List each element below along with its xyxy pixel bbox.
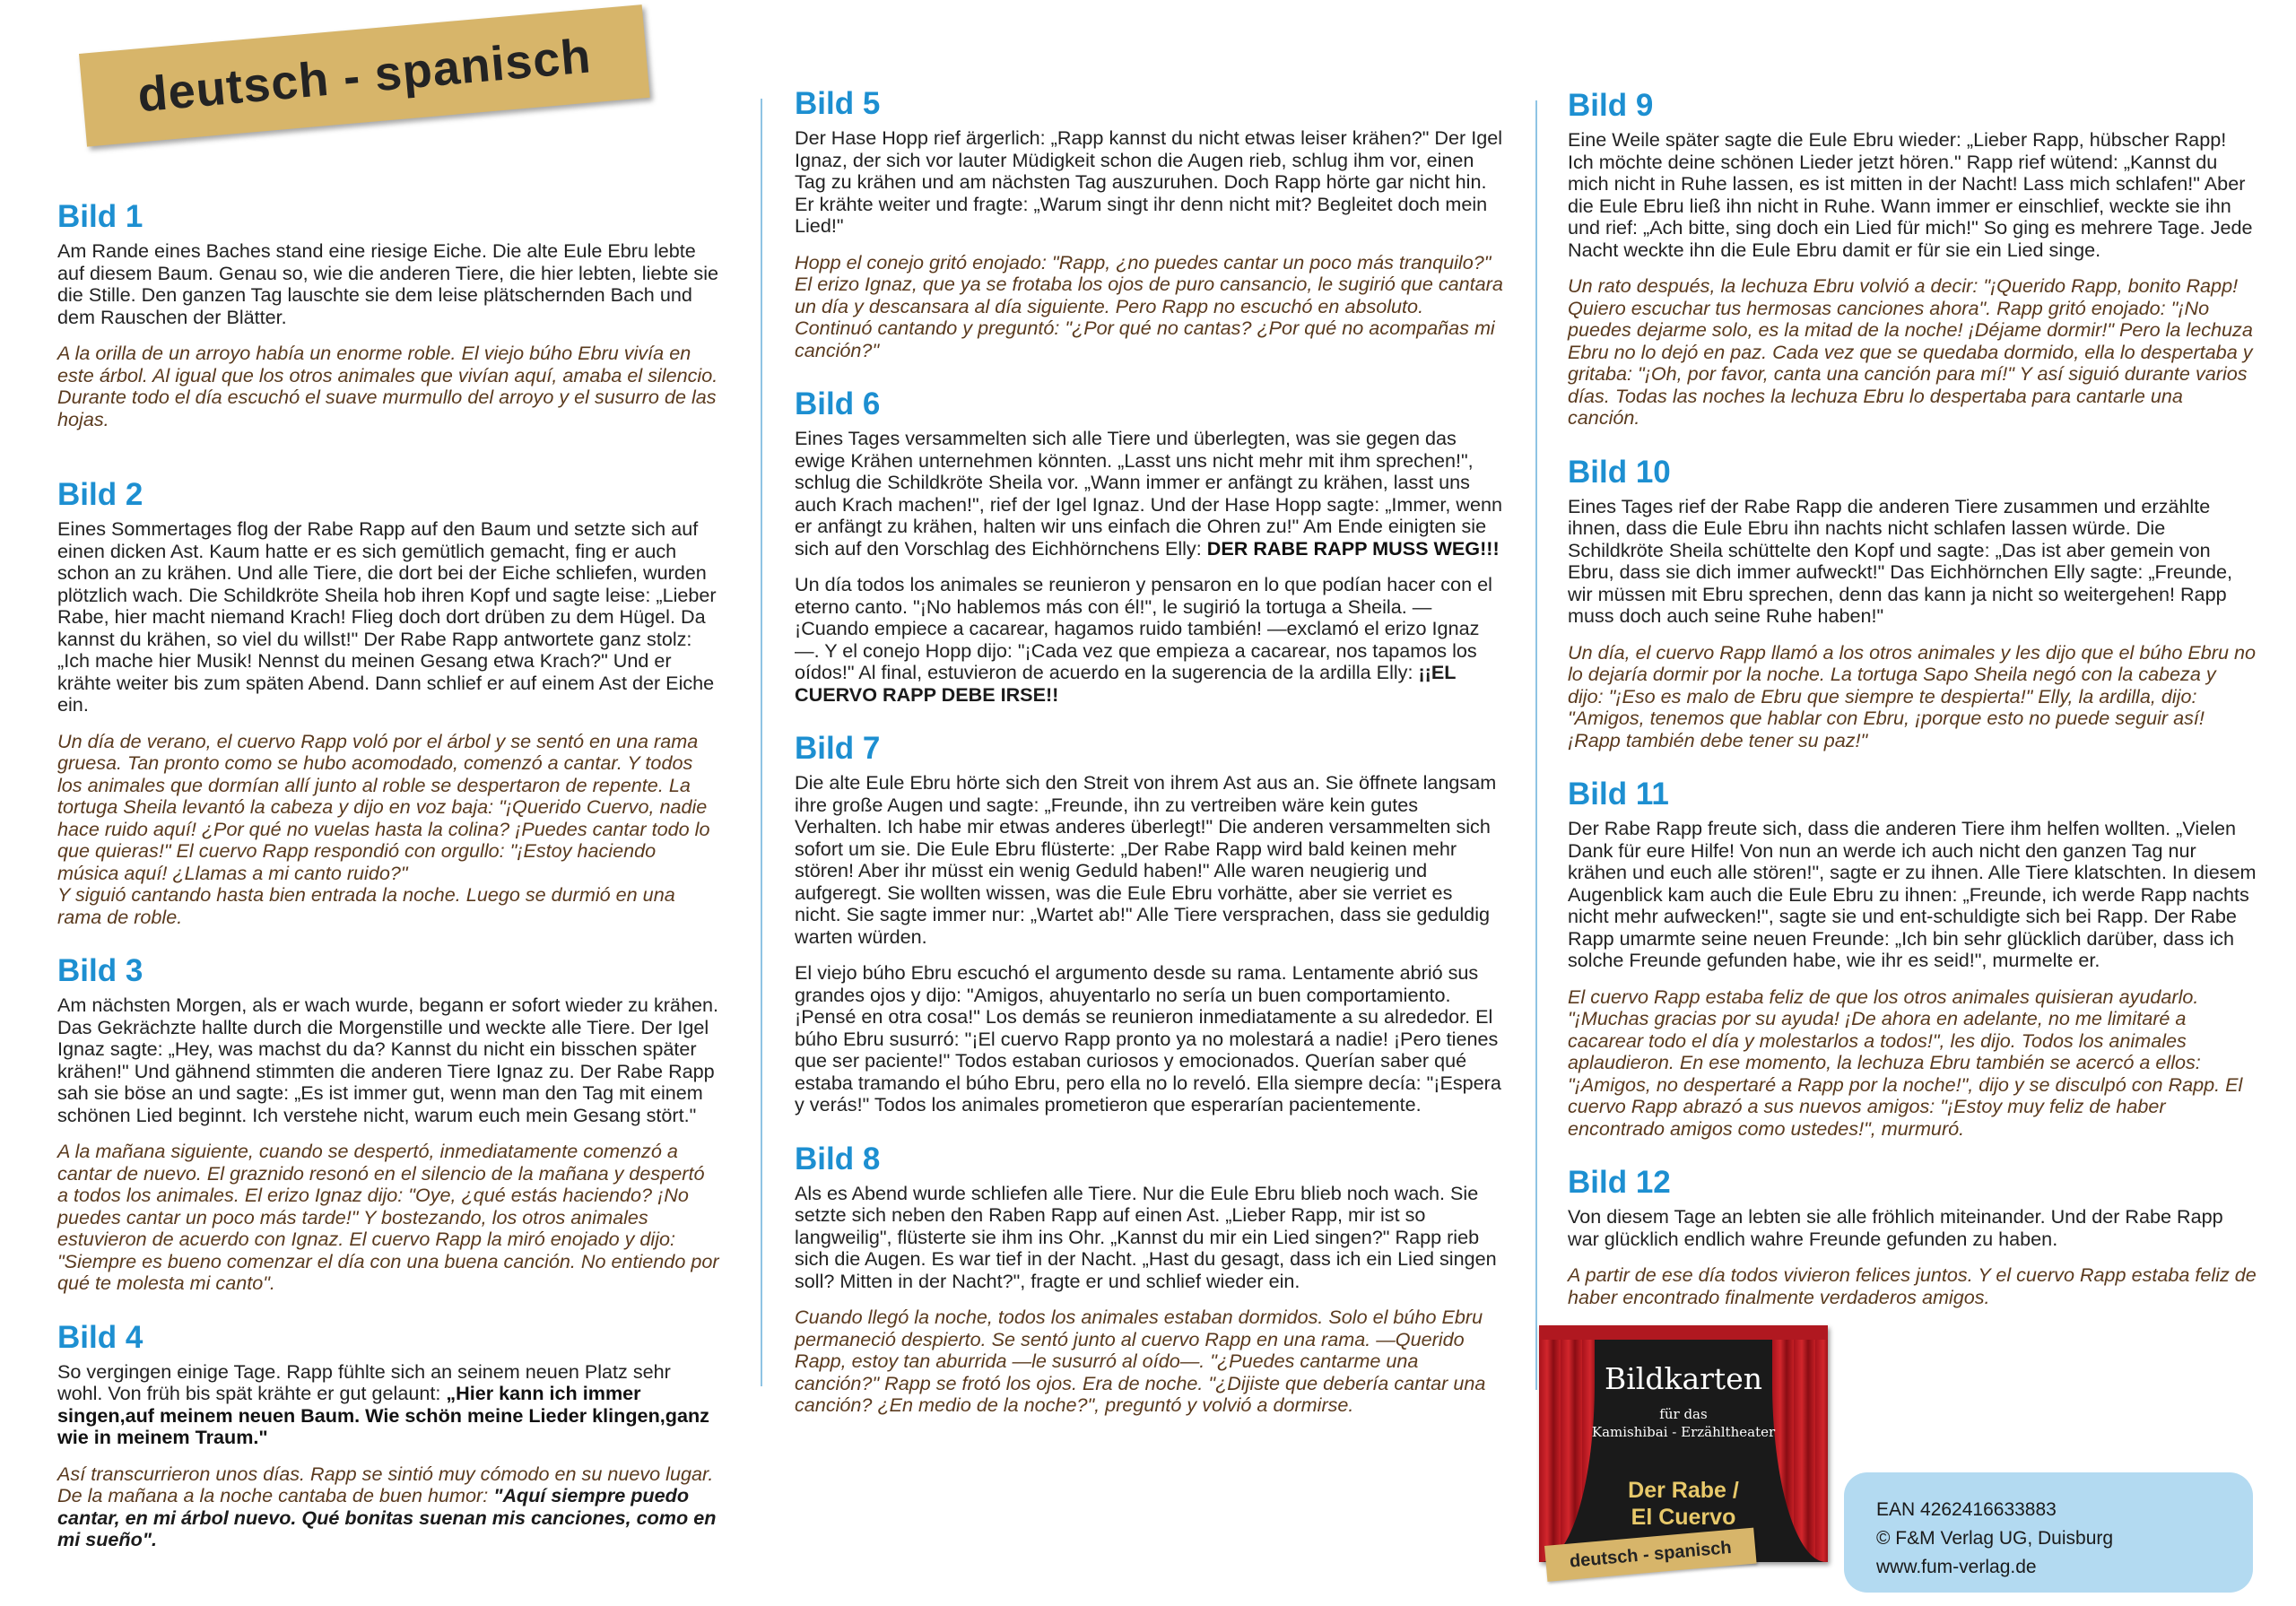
spanish-text-plain: Un día todos los animales se reunieron y pensaron en lo que podían hacer con el eterno canto. "¡No hablemos más con él!", le sugirió la tortuga a Sheila. —¡Cuando empiece a cacarear, hagamos ruido también! —exclamó el erizo Ignaz—. Y el conejo Hopp dijo: "¡Cada vez que empieza a cacarear, nos tapamos los oídos!" Al final, estuvieron de acuerdo en la sugerencia de la ardilla Elly: [795, 573, 1492, 683]
section-bild-9 [1568, 88, 2257, 430]
section-bild-8 [795, 1142, 1503, 1417]
spanish-text: El cuervo Rapp estaba feliz de que los otros animales quisieran ayudarlo. "¡Muchas gracias por su ayuda! ¡De ahora en adelante, no me limitaré a cacarear todo el día y molestarlos a todos!", les dijo. Todos los animales aplaudieron. En ese momento, la lechuza Ebru también se acercó a ellos: "¡Amigos, no despertaré a Rapp por la noche!", dijo y se disculpó con Rapp. El cuervo Rapp abrazó a sus nuevos amigos: "¡Estoy muy feliz de haber encontrado amigos como ustedes!", murmuró. [1568, 985, 2243, 1140]
spanish-text: Un rato después, la lechuza Ebru volvió a decir: "¡Querido Rapp, bonito Rapp! Quiero escuchar tus hermosas canciones ahora". Rapp gritó enojado: "¡No puedes dejarme solo, es la mitad de la noche! ¡Déjame dormir!" Pero la lechuza Ebru no lo dejó en paz. Cada vez que se quedaba dormido, ella lo despertaba y gritaba: "¡Oh, por favor, canta una canción para mí!" Y así siguió durante varios días. Todas las noches la lechuza Ebru lo despertaba para cantarle una canción. [1568, 274, 2253, 429]
german-text-plain: Eines Tages versammelten sich alle Tiere und überlegten, was sie gegen das ewige Krähen unternehmen könnten. „Lasst uns nicht mehr mit ihm sprechen!", schlug die Schildkröte Sheila vor. „Wann immer er anfängt zu krähen, lasst uns auch Krach machen!", rief der Igel Ignaz. Und der Hase Hopp sagte: „Immer, wenn er anfängt zu krähen, halten wir uns einfach die Ohren zu!" Am Ende einigten sie sich auf den Vorschlag des Eichhörnchens Elly: [795, 427, 1503, 560]
publisher-website: www.fum-verlag.de [1876, 1557, 2037, 1577]
spanish-text: Un día, el cuervo Rapp llamó a los otros animales y les dijo que el búho Ebru no lo dejaría dormir por la noche. La tortuga Sapo Sheila negó con la cabeza y dijo: "¡Eso es malo de Ebru que siempre te despierta!" Elly, la ardilla, dijo: "Amigos, tenemos que hablar con Ebru, ¡porque esto no puede seguir así! ¡Rapp también debe tener su paz!" [1568, 640, 2257, 751]
spanish-text: Un día de verano, el cuervo Rapp voló por el árbol y se sentó en una rama gruesa. Tan pronto como se hubo acomodado, comenzó a cantar. Y todos los animales que dormían allí junto al roble se despertaron de repente. La tortuga Sheila levantó la cabeza y dijo en voz baja: "¡Querido Cuervo, nadie hace ruido aquí! ¿Por qué no vuelas hasta la colina? ¡Puedes cantar todo lo que quieras!" El cuervo Rapp respondió con orgullo: "¡Estoy haciendo música aquí! ¿Llamas a mi canto ruido?" [57, 729, 710, 884]
column-3 [1568, 88, 2257, 1308]
cover-title: Bildkarten [1605, 1361, 1762, 1396]
german-text: Die alte Eule Ebru hörte sich den Streit von ihrem Ast aus an. Sie öffnete langsam ihre große Augen und sagte: „Freunde, ihn zu vertreiben wäre kein gutes Verhalten. Ich habe mir etwas anderes überlegt!" Die anderen versammelten sich sofort um sie. Die Eule Ebru flüsterte: „Der Rabe Rapp wird bald keinen mehr stören! Aber ihr müsst ein wenig Geduld haben!" Alle waren neugierig und aufgeregt. Sie wollten wissen, was die Eule Ebru vorhätte, aber sie verriet es nicht. Sie sagte immer nur: „Wartet ab!" Alle Tiere versprachen, dass sie geduldig warten würden. [795, 771, 1497, 948]
cover-language-ribbon-text: deutsch - spanisch [1569, 1537, 1733, 1572]
section-bild-1 [57, 199, 719, 430]
spanish-text-continued: Y siguió cantando hasta bien entrada la noche. Luego se durmió en una rama de roble. [57, 883, 675, 928]
section-heading: Bild 11 [1568, 777, 1669, 812]
german-text: Eines Sommertages flog der Rabe Rapp auf den Baum und setzte sich auf einen dicken Ast. Kaum hatte er es sich gemütlich gemacht, fing er auch schon an zu krähen. Und alle Tiere, die dort bei der Eiche schliefen, wurden plötzlich wach. Die Schildkröte Sheila hob ihren Kopf und sagte leise: „Lieber Rabe, hier macht niemand Krach! Flieg doch dort drüben zu dem Hügel. Da kannst du krähen, so viel du willst!" Der Rabe Rapp antwortete ganz stolz: „Ich mache hier Musik! Nennst du meinen Gesang etwa Krach?" Und er krähte weiter bis zum späten Abend. Dann schlief er auf einem Ast der Eiche ein. [57, 517, 717, 716]
german-text: Von diesem Tage an lebten sie alle fröhlich miteinander. Und der Rabe Rapp war glücklich endlich wahre Freunde gefunden zu haben. [1568, 1205, 2223, 1250]
german-text: Der Rabe Rapp freute sich, dass die anderen Tiere ihm helfen wollten. „Vielen Dank für eure Hilfe! Von nun an werde ich auch nicht den ganzen Tag nur krähen und euch alle stören!", sagte er zu ihnen. Alle Tiere klatschten. In diesem Augenblick kam auch die Eule Ebru zu ihnen: „Freunde, ich werde Rapp nachts nicht mehr aufwecken!", sagte sie und ent-schuldigte sich bei Rapp. Der Rabe Rapp umarmte seine neuen Freunde: „Ich bin sehr glücklich darüber, dass ich solche Freunde gefunden habe, wie ihr es seid!", murmelte er. [1568, 817, 2257, 971]
spanish-text [57, 1463, 719, 1551]
spanish-text: Hopp el conejo gritó enojado: "Rapp, ¿no puedes cantar un poco más tranquilo?" El erizo Ignaz, que ya se frotaba los ojos de puro cansancio, le sugirió que cantara un día y descansara al día siguiente. Pero Rapp no escuchó en absoluto. Continuó cantando y preguntó: "¿Por qué no cantas? ¿Por qué no acompañas mi canción?" [795, 250, 1503, 361]
german-text: Am Rande eines Baches stand eine riesige Eiche. Die alte Eule Ebru lebte auf diesem Baum. Genau so, wie die anderen Tiere, die hier lebten, liebte sie die Stille. Den ganzen Tag lauschte sie dem leise plätschernden Bach und dem Rauschen der Blätter. [57, 239, 719, 328]
section-bild-5 [795, 86, 1503, 361]
german-text: Als es Abend wurde schliefen alle Tiere. Nur die Eule Ebru blieb noch wach. Sie setzte sich neben den Raben Rapp auf einen Ast. „Lieber Rapp, mir ist so langweilig", flüsterte sie ihm ins Ohr. „Kannst du mir ein Lied singen?" Rapp rieb sich die Augen. Es war tief in der Nacht. „Hast du gesagt, dass ich ein Lied singen soll? Mitten in der Nacht?", fragte er und schlief wieder ein. [795, 1181, 1497, 1292]
german-text: Eines Tages rief der Rabe Rapp die anderen Tiere zusammen und erzählte ihnen, dass die Eule Ebru ihn nachts nicht schlafen lassen würde. Die Schildkröte Sheila schüttelte den Kopf und sagte: „Das ist aber gemein von Ebru, dass sie dich immer aufweckt!" Das Eichhörnchen Elly sagte: „Freunde, wir müssen mit Ebru sprechen, denn das kann ja nicht so weitergehen! Rapp muss doch auch seine Ruhe haben!" [1568, 494, 2232, 627]
curtain-valance [1539, 1325, 1828, 1340]
cover-name-1: Der Rabe / [1628, 1478, 1739, 1503]
spanish-song: "Aquí siempre puedo cantar, en mi árbol nuevo. Qué bonitas suenan mis canciones, como en mi sueño". [57, 1484, 717, 1550]
language-banner-text: deutsch - spanisch [135, 29, 594, 123]
german-text-plain: So vergingen einige Tage. Rapp fühlte sich an seinem neuen Platz sehr wohl. Von früh bis spät krähte er gut gelaunt: [57, 1359, 671, 1404]
cover-subtitle-2: Kamishibai - Erzähltheater [1591, 1424, 1776, 1440]
spanish-text-plain: Así transcurrieron unos días. Rapp se sintió muy cómodo en su nuevo lugar. De la mañana a la noche cantaba de buen humor: [57, 1462, 714, 1506]
spanish-text: El viejo búho Ebru escuchó el argumento desde su rama. Lentamente abrió sus grandes ojos y dijo: "Amigos, ahuyentarlo no sería un buen comportamiento. ¡Pensé en otra cosa!" Los demás se reunieron inmediatamente a su alrededor. El búho Ebru susurró: "¡El cuervo Rapp pronto ya no molestará a nadie! ¡Pero tienes que ser paciente!" Todos estaban curiosos y emocionados. Querían saber qué estaba tramando el búho Ebru, pero ella no lo reveló. Ella siempre decía: "¡Espera y verás!" Todos los animales prometieron que esperarían pacientemente. [795, 961, 1501, 1116]
column-2 [795, 86, 1503, 1417]
german-text: Der Hase Hopp rief ärgerlich: „Rapp kannst du nicht etwas leiser krähen?" Der Igel Ignaz, der sich vor lauter Müdigkeit schon die Augen rieb, schlug ihm vor, einen Tag zu krähen und am nächsten Tag auszuruhen. Doch Rapp hörte gar nicht hin. Er krähte weiter und fragte: „Warum singt ihr denn nicht mit? Begleitet doch mein Lied!" [795, 126, 1503, 237]
section-heading: Bild 2 [57, 477, 144, 512]
column-divider-2 [1535, 100, 1537, 1390]
spanish-text: A la mañana siguiente, cuando se despertó, inmediatamente comenzó a cantar de nuevo. El graznido resonó en el silencio de la mañana y despertó a todos los animales. El erizo Ignaz dijo: "Oye, ¿qué estás haciendo? ¡No puedes cantar un poco más tarde!" Y bostezando, los otros animales estuvieron de acuerdo con Ignaz. El cuervo Rapp la miró enojado y dijo: "Siempre es bueno comenzar el día con una buena canción. No entiendo por qué te molesta mi canto". [57, 1140, 719, 1294]
ean-code: EAN 4262416633883 [1876, 1499, 2057, 1520]
section-bild-3 [57, 953, 719, 1295]
language-banner [79, 4, 650, 147]
german-text: Eine Weile später sagte die Eule Ebru wieder: „Lieber Rapp, hübscher Rapp! Ich möchte deine schönen Lieder jetzt hören." Rapp rief wütend: „Kannst du mich nicht in Ruhe lassen, es ist mitten in der Nacht! Lass mich schlafen!" Aber die Eule Ebru ließ ihn nicht in Ruhe. Wann immer er einschlief, weckte sie ihn und rief: „Ach bitte, sing doch ein Lied für mich!" So ging es mehrere Tage. Jede Nacht weckte ihn die Eule Ebru damit er für sie ein Lied singe. [1568, 128, 2253, 261]
section-bild-4 [57, 1320, 719, 1551]
section-heading: Bild 10 [1568, 454, 1671, 490]
section-heading: Bild 3 [57, 953, 144, 988]
section-heading: Bild 4 [57, 1319, 144, 1355]
cover-subtitle-1: für das [1659, 1406, 1708, 1422]
section-bild-12 [1568, 1165, 2257, 1308]
german-decision: DER RABE RAPP MUSS WEG!!! [1206, 536, 1500, 560]
product-cover-image [1539, 1325, 1828, 1562]
section-bild-7 [795, 731, 1503, 1116]
spanish-text: A la orilla de un arroyo había un enorme roble. El viejo búho Ebru vivía en este árbol. Al igual que los otros animales que vivían aquí, amaba el silencio. Durante todo el día escuchó el suave murmullo del arroyo y el susurro de las hojas. [57, 342, 718, 430]
cover-name-2: El Cuervo [1631, 1505, 1736, 1530]
section-bild-11 [1568, 777, 2257, 1140]
spanish-text: Cuando llegó la noche, todos los animales estaban dormidos. Solo el búho Ebru permaneció despierto. Se sentó junto al cuervo Rapp en una rama. —Querido Rapp, estoy tan aburrida —le susurró al oído—. "¿Puedes cantarme una canción?" Rapp se frotó los ojos. Era de noche. "¿Dijiste que debería cantar una canción? ¿En medio de la noche?", preguntó y volvió a dormirse. [795, 1306, 1486, 1416]
section-heading: Bild 5 [795, 86, 881, 121]
column-1 [57, 199, 719, 1551]
section-heading: Bild 6 [795, 386, 881, 421]
german-text [795, 428, 1503, 560]
publisher-info-box [1844, 1472, 2253, 1593]
column-divider-1 [761, 99, 762, 1386]
spanish-text [795, 574, 1503, 706]
section-heading: Bild 1 [57, 199, 144, 234]
publisher-name: © F&M Verlag UG, Duisburg [1876, 1528, 2114, 1549]
section-bild-6 [795, 386, 1503, 706]
german-song: „Hier kann ich immer singen,auf meinem neuen Baum. Wie schön meine Lieder klingen,ganz wie in meinem Traum." [57, 1382, 709, 1448]
section-bild-10 [1568, 455, 2257, 752]
german-text: Am nächsten Morgen, als er wach wurde, begann er sofort wieder zu krähen. Das Gekrächzte hallte durch die Morgenstille und weckte alle Tiere. Der Igel Ignaz sagte: „Hey, was machst du da? Kannst du nicht ein bisschen später krähen!" Und gähnend stimmten die anderen Tiere Ignaz zu. Der Rabe Rapp sah sie böse an und sagte: „Es ist immer gut, wenn man den Tag mit einem schönen Lied beginnt. Ich verstehe nicht, warum euch mein Gesang stört." [57, 994, 718, 1126]
german-text [57, 1361, 719, 1449]
spanish-text: A partir de ese día todos vivieron felices juntos. Y el cuervo Rapp estaba feliz de haber encontrado finalmente verdaderos amigos. [1568, 1263, 2257, 1308]
section-heading: Bild 7 [795, 731, 881, 766]
section-heading: Bild 12 [1568, 1165, 1671, 1200]
section-heading: Bild 9 [1568, 88, 1654, 123]
spanish-decision: ¡¡EL CUERVO RAPP DEBE IRSE!! [795, 661, 1457, 706]
section-heading: Bild 8 [795, 1141, 881, 1176]
section-bild-2 [57, 477, 719, 928]
